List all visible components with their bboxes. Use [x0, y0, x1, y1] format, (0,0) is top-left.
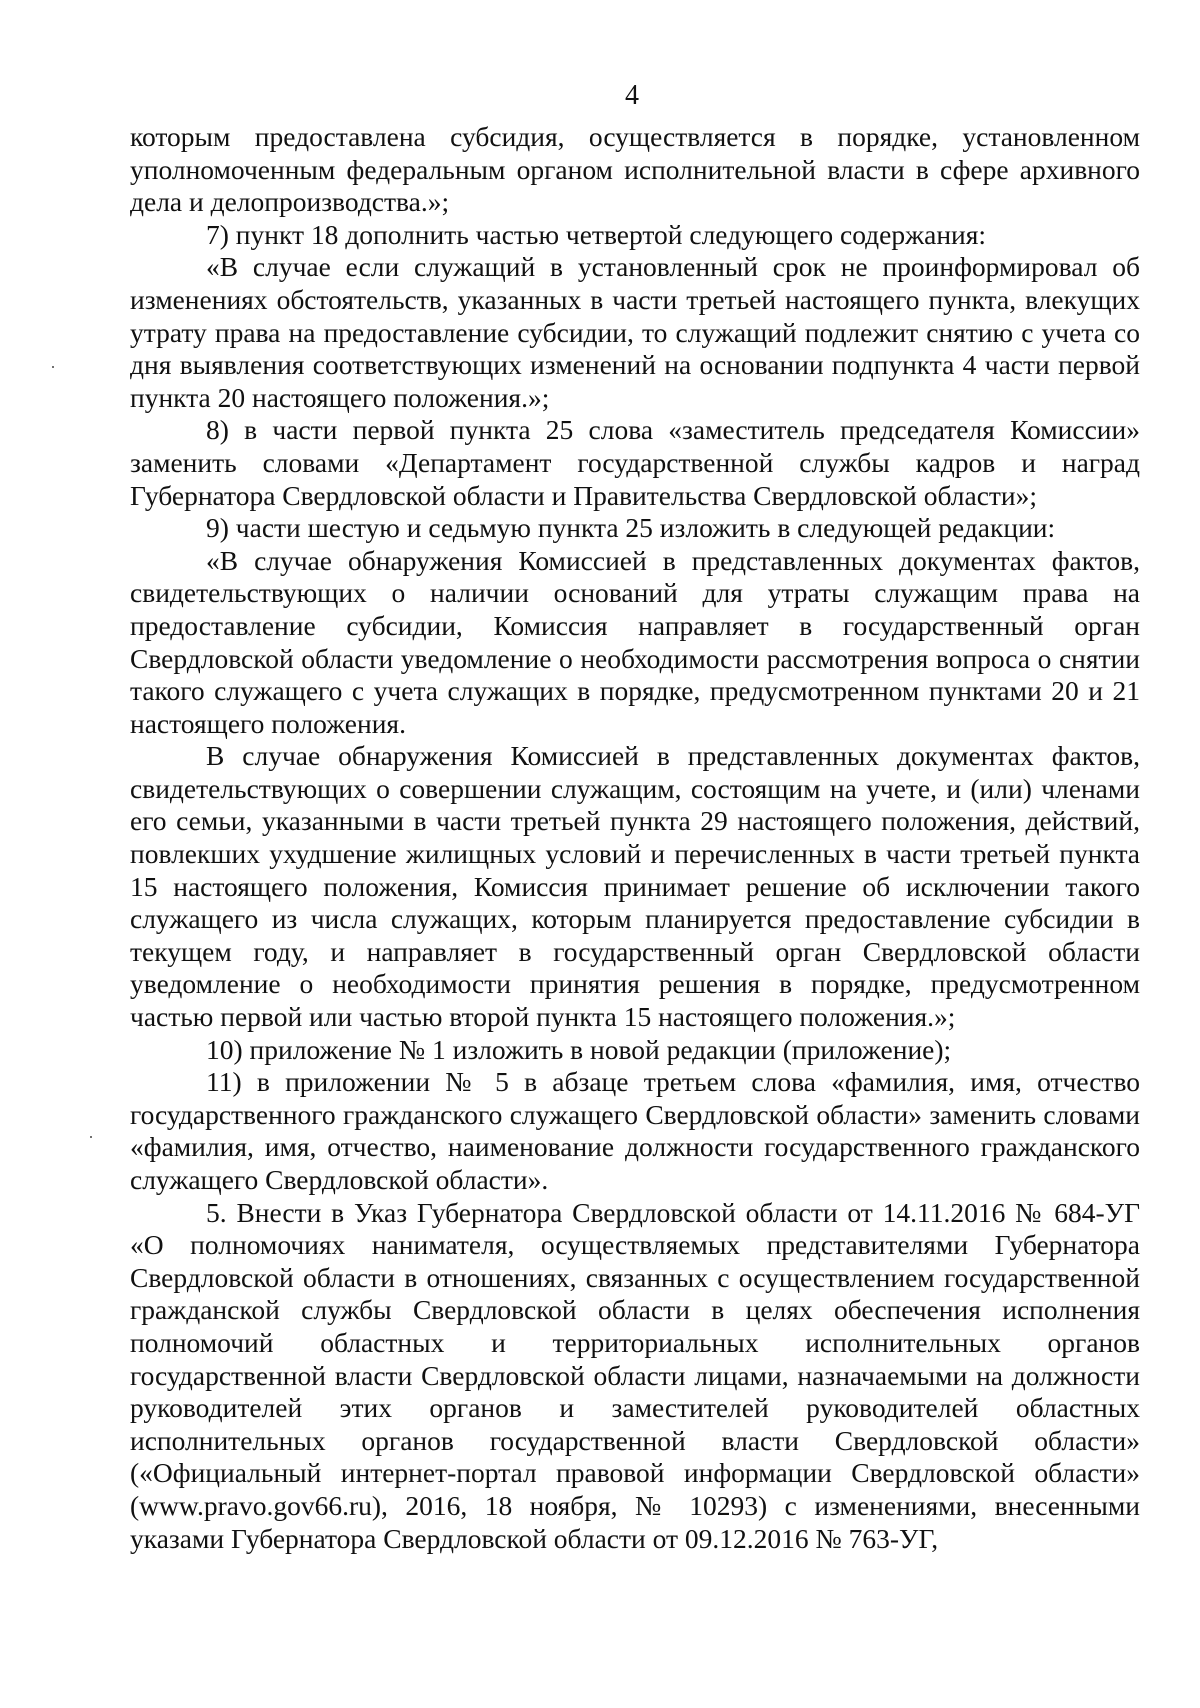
scan-speck	[90, 1136, 92, 1138]
page-number: 4	[625, 80, 639, 111]
scan-speck	[52, 366, 54, 368]
paragraph-quote-item-9-part-6: «В случае обнаружения Комиссией в представленных документах фактов, свидетельствующих о наличии оснований для утраты служащим права на предоставление субсидии, Комиссия направляет в государственный орган Свердловской области уведомление о необходимости рассмотрения вопроса о снятии такого служащего с учета служащих в порядке, предусмотренном пунктами 20 и 21 настоящего положения.	[130, 544, 1140, 739]
paragraph-item-9: 9) части шестую и седьмую пункта 25 изложить в следующей редакции:	[206, 512, 1056, 544]
paragraph-item-7: 7) пункт 18 дополнить частью четвертой следующего содержания:	[206, 218, 987, 250]
paragraph-item-10: 10) приложение № 1 изложить в новой редакции (приложение);	[206, 1033, 952, 1065]
paragraph-section-5: 5. Внести в Указ Губернатора Свердловской области от 14.11.2016 № 684-УГ «О полномочиях нанимателя, осуществляемых представителями Губернатора Свердловской области в отношениях, связанных с осуществлением государственной гражданской службы Свердловской области в целях обеспечения исполнения полномочий областных и территориальных исполнительных органов государственной власти Свердловской области лицами, назначаемыми на должности руководителей этих органов и заместителей руководителей областных исполнительных органов государственной власти Свердловской области» («Официальный интернет-портал правовой информации Свердловской области» (www.pravo.gov66.ru), 2016, 18 ноября, № 10293) с изменениями, внесенными указами Губернатора Свердловской области от 09.12.2016 № 763-УГ,	[130, 1196, 1140, 1554]
paragraph-quote-item-7: «В случае если служащий в установленный срок не проинформировал об изменениях обстоятельств, указанных в части третьей настоящего пункта, влекущих утрату права на предоставление субсидии, то служащий подлежит снятию с учета со дня выявления соответствующих изменений на основании подпункта 4 части первой пункта 20 настоящего положения.»;	[130, 251, 1140, 413]
paragraph-quote-item-9-part-7: В случае обнаружения Комиссией в представленных документах фактов, свидетельствующих о совершении служащим, состоящим на учете, и (или) членами его семьи, указанными в части третьей пункта 29 настоящего положения, действий, повлекших ухудшение жилищных условий и перечисленных в части третьей пункта 15 настоящего положения, Комиссия принимает решение об исключении такого служащего из числа служащих, которым планируется предоставление субсидии в текущем году, и направляет в государственный орган Свердловской области уведомление о необходимости принятия решения в порядке, предусмотренном частью первой или частью второй пункта 15 настоящего положения.»;	[130, 740, 1140, 1033]
paragraph-continuation: которым предоставлена субсидия, осуществляется в порядке, установленном уполномоченным федеральным органом исполнительной власти в сфере архивного дела и делопроизводства.»;	[130, 121, 1140, 218]
document-body	[130, 121, 1140, 1555]
paragraph-item-11: 11) в приложении № 5 в абзаце третьем слова «фамилия, имя, отчество государственного гражданского служащего Свердловской области» заменить словами «фамилия, имя, отчество, наименование должности государственного гражданского служащего Свердловской области».	[130, 1066, 1140, 1195]
paragraph-item-8: 8) в части первой пункта 25 слова «заместитель председателя Комиссии» заменить словами «Департамент государственной службы кадров и наград Губернатора Свердловской области и Правительства Свердловской области»;	[130, 414, 1140, 511]
